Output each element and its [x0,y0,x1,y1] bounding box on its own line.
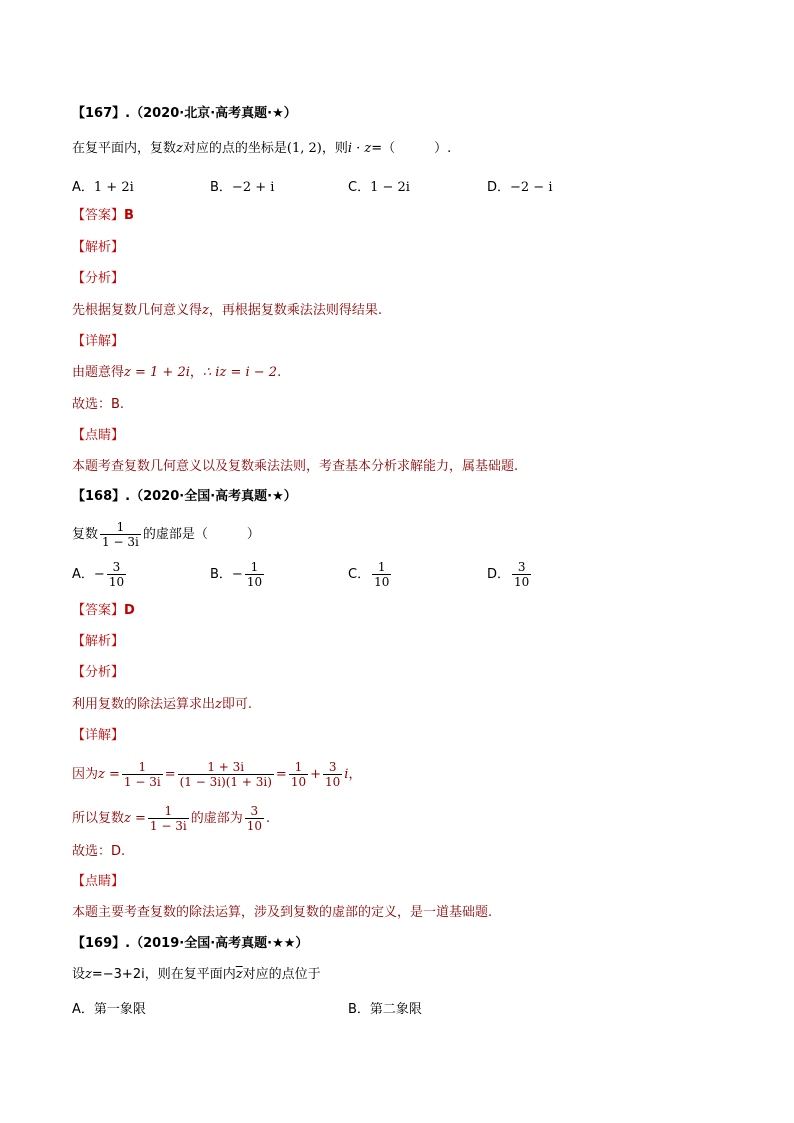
option-d [487,176,553,195]
fraction-denominator: 10 [290,775,307,789]
fraction-numerator: 3 [107,560,126,575]
stem-text: 的虚部是（ ） [142,527,260,542]
text: 的虚部为 [190,811,243,826]
fraction-numerator: 3 [323,760,342,775]
text: ，再根据复数乘法法则得结果. [208,303,383,318]
question-168-header: 【168】.（2020·全国·高考真题·★） [72,489,297,504]
option-value: 1 + 2i [93,180,134,195]
text: 所以复数 [72,811,125,826]
stem-text: 在复平面内，复数 [72,141,177,156]
fraction-denominator: 1 − 3i [123,775,161,789]
stem-text: ，则 [321,141,348,156]
question-169-header: 【169】.（2019·全国·高考真题·★★） [72,936,309,951]
option-sign: − [93,567,105,582]
analysis-label: 【解析】 [72,634,125,649]
fraction [245,560,264,589]
text: 由题意得 [72,365,125,380]
analysis-label: 【解析】 [72,240,125,255]
text: 利用复数的除法运算求出 [72,697,216,712]
choice-text: 故选：D. [72,844,126,859]
comment-label: 【点睛】 [72,874,125,889]
math-var: z = [124,811,146,826]
choice-text: 故选：B. [72,397,125,412]
math-coord: (1, 2) [286,141,322,156]
comment-text: 本题主要考查复数的除法运算，涉及到复数的虚部的定义，是一道基础题. [72,905,493,920]
option-label: C． [348,567,371,582]
equals-sign: = [275,767,287,782]
comment-label: 【点睛】 [72,428,125,443]
detail-equation-1 [72,760,361,789]
math-var: z [215,697,222,712]
option-label: B． [210,180,232,195]
option-d [487,560,533,589]
fraction-denominator: 1 − 3i [149,819,187,833]
fraction-denominator: 10 [374,575,390,589]
fenxi-text [72,302,382,320]
option-a [72,998,146,1017]
fraction-denominator: 10 [246,575,263,589]
option-label: C． [348,180,371,195]
detail-equation-2 [72,804,270,833]
fraction [178,760,274,789]
fenxi-text [72,696,252,714]
answer-line [72,602,135,620]
fraction-denominator: 10 [246,819,262,833]
option-label: B． [348,1002,370,1017]
text: ， [348,767,362,782]
option-b [210,176,274,195]
math-var: z [202,303,209,318]
answer-line [72,207,134,225]
stem-text: =−3+2i，则在复平面内 [91,967,236,982]
option-label: B． [210,567,232,582]
fraction-numerator: 1 [372,560,391,575]
answer-label: 【答案】 [72,208,125,223]
detail-text [72,364,281,382]
stem-text: 设 [72,967,86,982]
fraction-numerator: 1 [289,760,308,775]
option-value: −2 − i [510,180,553,195]
option-b [210,560,266,589]
option-value: 1 − 2i [370,180,410,195]
option-b [348,998,422,1017]
fraction [148,804,189,833]
option-label: D． [487,567,511,582]
stem-text: =（ ）. [371,141,452,156]
option-sign: − [231,567,243,582]
text: ， [189,365,203,380]
fraction [289,760,308,789]
stem-text: 对应的点位于 [242,967,321,982]
question-169-stem [72,966,321,984]
text: . [277,365,282,380]
fraction-numerator: 3 [245,804,264,819]
option-c [348,176,410,195]
fraction-numerator: 1 [245,560,264,575]
fraction-denominator: (1 − 3i)(1 + 3i) [179,775,272,789]
question-167-stem [72,140,451,158]
option-label: A． [72,567,94,582]
option-value: −2 + i [231,180,275,195]
option-a [72,560,128,589]
question-167-header: 【167】.（2020·北京·高考真题·★） [72,106,297,121]
option-a [72,176,134,195]
fraction-numerator: 1 [100,520,141,535]
fenxi-label: 【分析】 [72,665,125,680]
math-var: i [344,767,349,782]
fraction-numerator: 1 + 3i [178,760,274,775]
fraction [323,760,342,789]
plus-sign: + [310,767,321,782]
detail-label: 【详解】 [72,728,125,743]
math-var: z [85,967,92,982]
math-expr: i · z [347,141,372,156]
fraction-numerator: 3 [512,560,531,575]
fraction-numerator: 1 [122,760,163,775]
fraction [107,560,126,589]
option-value: 第二象限 [369,1002,422,1017]
question-168-stem [72,520,260,549]
fenxi-label: 【分析】 [72,271,125,286]
option-value: 第一象限 [93,1002,146,1017]
fraction [372,560,391,589]
answer-value: D [124,603,135,618]
answer-label: 【答案】 [72,603,125,618]
stem-text: 对应的点的坐标是 [182,141,287,156]
option-label: A． [72,1002,94,1017]
math-conjugate: $\overline{z}$ [235,967,243,982]
detail-label: 【详解】 [72,334,125,349]
text: 先根据复数几何意义得 [72,303,203,318]
text: . [265,811,271,826]
answer-value: B [124,208,134,223]
math-eq: ∴ iz = i − 2 [202,365,278,380]
comment-text: 本题考查复数几何意义以及复数乘法法则，考查基本分析求解能力，属基础题. [72,459,519,474]
math-eq: z = 1 + 2i [124,365,190,380]
fraction-numerator: 1 [148,804,189,819]
option-label: A． [72,180,94,195]
fraction-denominator: 10 [514,575,530,589]
math-var: z = [98,767,120,782]
fraction-denominator: 1 − 3i [102,535,139,549]
fraction-denominator: 10 [108,575,125,589]
fraction [122,760,163,789]
math-var: z [176,141,183,156]
fraction-denominator: 10 [325,775,341,789]
stem-text: 复数 [72,527,99,542]
text: 因为 [72,767,99,782]
equals-sign: = [164,767,176,782]
option-c [348,560,393,589]
fraction [100,520,141,549]
fraction [245,804,264,833]
fraction [512,560,531,589]
option-label: D． [487,180,511,195]
text: 即可. [221,697,253,712]
